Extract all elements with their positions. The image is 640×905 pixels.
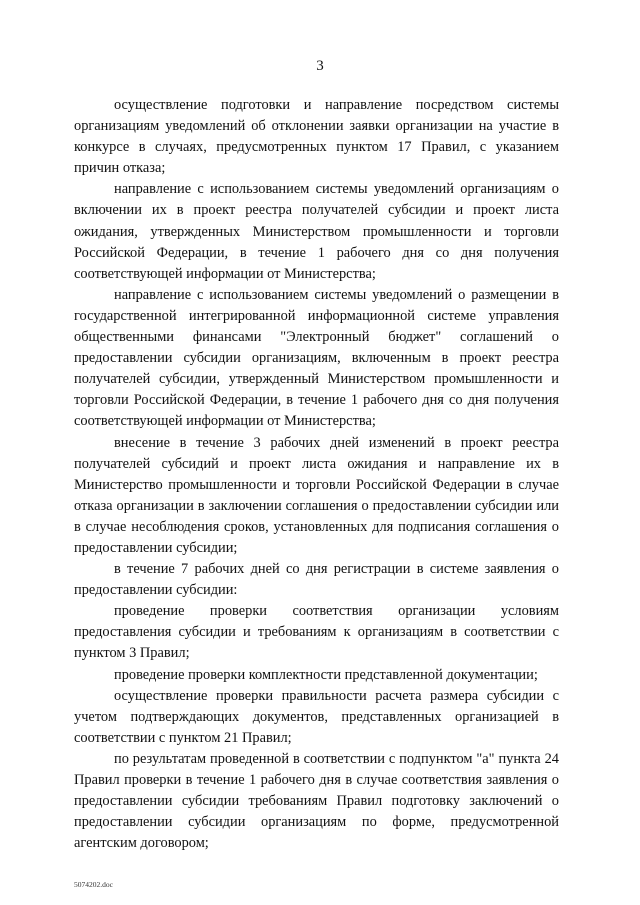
paragraph-agreement-posting-notices: направление с использованием системы уведомлений о размещении в государственной интегрированной информационной системе управления общественными финансами "Электронный бюджет" соглашений о предоставлении субсидии организациям, включенным в проект реестра получателей субсидии, утвержденный Министерством промышленности и торговли Российской Федерации, в течение 1 рабочего дня со дня получения соответствующей информации от Министерства; bbox=[74, 286, 559, 430]
footer-document-code: 5074202.doc bbox=[74, 880, 113, 889]
paragraph-rejection-notices: осуществление подготовки и направление посредством системы организациям уведомлений об отклонении заявки организации на участие в конкурсе в случаях, предусмотренных пунктом 17 Правил, с указанием причин отказа; bbox=[74, 97, 559, 177]
paragraph-eligibility-check: проведение проверки соответствия организации условиям предоставления субсидии и требованиям к организациям в соответствии с пунктом 3 Правил; bbox=[74, 603, 559, 662]
paragraph-seven-day-checks: в течение 7 рабочих дней со дня регистрации в системе заявления о предоставлении субсидии: bbox=[74, 561, 559, 599]
paragraph-conclusion-preparation: по результатам проведенной в соответствии с подпунктом "а" пункта 24 Правил проверки в течение 1 рабочего дня в случае соответствия заявления о предоставлении субсидии требованиям Правил подготовку заключений о предоставлении субсидии организациям по форме, предусмотренной агентским договором; bbox=[74, 750, 559, 852]
paragraph-calculation-check: осуществление проверки правильности расчета размера субсидии с учетом подтверждающих документов, представленных организацией в соответствии с пунктом 21 Правил; bbox=[74, 687, 559, 746]
paragraph-registry-inclusion-notices: направление с использованием системы уведомлений организациям о включении их в проект реестра получателей субсидии и проект листа ожидания, утвержденных Министерством промышленности и торговли Российской Федерации, в течение 1 рабочего дня со дня получения соответствующей информации от Министерства; bbox=[74, 181, 559, 282]
paragraph-registry-changes: внесение в течение 3 рабочих дней изменений в проект реестра получателей субсидий и проект листа ожидания и направление их в Министерство промышленности и торговли Российской Федерации в случае отказа организации в заключении соглашения о предоставлении субсидии или в случае несоблюдения сроков, установленных для подписания соглашения о предоставлении субсидии; bbox=[74, 434, 559, 556]
paragraph-completeness-check: проведение проверки комплектности представленной документации; bbox=[114, 666, 538, 683]
page-number: 3 bbox=[316, 58, 324, 74]
document-body bbox=[74, 95, 559, 854]
